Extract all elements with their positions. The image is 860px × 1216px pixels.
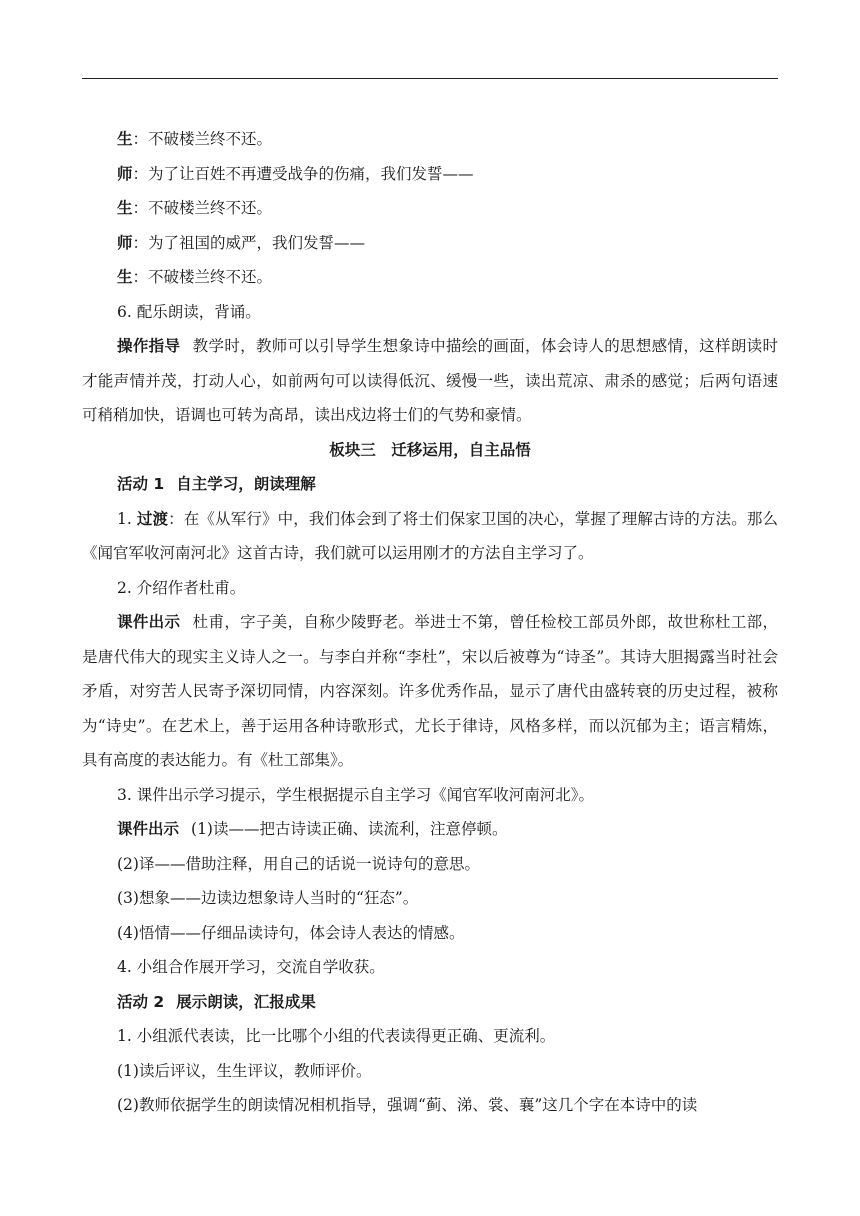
operation-guide	[82, 329, 778, 433]
guide-label: 操作指导	[117, 337, 181, 355]
item-5: 1. 小组派代表读，比一比哪个小组的代表读得更正确、更流利。	[117, 1027, 556, 1045]
dialogue-line: 师：为了祖国的威严，我们发誓——	[117, 233, 366, 252]
sub-item-2: (2)教师依据学生的朗读情况相机指导，强调“蓟、涕、裳、襄”这几个字在本诗中的读	[117, 1096, 698, 1114]
item-2: 2. 介绍作者杜甫。	[117, 578, 246, 597]
tip-line: (4)悟情——仔细品读诗句，体会诗人表达的情感。	[117, 923, 465, 942]
activity-2-heading: 活动 2 展示朗读，汇报成果	[117, 992, 316, 1011]
item-4: 4. 小组合作展开学习，交流自学收获。	[117, 958, 385, 976]
header-rule	[82, 78, 778, 79]
tip-line: (2)译——借助注释，用自己的话说一说诗句的意思。	[117, 854, 480, 873]
dialogue-line: 生：不破楼兰终不还。	[117, 130, 273, 148]
dialogue-line: 生：不破楼兰终不还。	[117, 268, 273, 286]
activity-1-heading: 活动 1 自主学习，朗读理解	[117, 475, 316, 493]
dialogue-line: 生：不破楼兰终不还。	[117, 199, 273, 217]
courseware-author: 课件出示 杜甫，字子美，自称少陵野老。举进士不第，曾任检校工部员外郎，故世称杜工部，是唐代伟大的现实主义诗人之一。与李白并称“李杜”，宋以后被尊为“诗圣”。其诗大胆揭露当时社会矛盾，对穷苦人民寄予深切同情，内容深刻。许多优秀作品，显示了唐代由盛转衰的历史过程，被称为“诗史”。在艺术上，善于运用各种诗歌形式，尤长于律诗，风格多样，而以沉郁为主；语言精炼，具有高度的表达能力。有《杜工部集》。	[82, 613, 778, 769]
item-1: 1. 过渡：在《从军行》中，我们体会到了将士们保家卫国的决心，掌握了理解古诗的方法。那么《闻官军收河南河北》这首古诗，我们就可以运用刚才的方法自主学习了。	[82, 509, 778, 562]
item-3: 3. 课件出示学习提示，学生根据提示自主学习《闻官军收河南河北》。	[117, 785, 594, 804]
tip-line: (3)想象——边读边想象诗人当时的“狂态”。	[117, 889, 419, 907]
dialogue-line: 师：为了让百姓不再遭受战争的伤痛，我们发誓——	[117, 164, 474, 183]
step-6: 6. 配乐朗读，背诵。	[117, 302, 261, 321]
courseware-tips: 课件出示 (1)读——把古诗读正确、读流利，注意停顿。	[117, 820, 508, 838]
page-content	[82, 122, 778, 1123]
section-heading: 板块三 迁移运用，自主品悟	[329, 440, 531, 459]
guide-text: 教学时，教师可以引导学生想象诗中描绘的画面，体会诗人的思想感情，这样朗读时才能声情并茂，打动人心，如前两句可以读得低沉、缓慢一些，读出荒凉、肃杀的感觉；后两句语速可稍稍加快，语调也可转为高昂，读出戍边将士们的气势和豪情。	[82, 337, 778, 424]
sub-item-1: (1)读后评议，生生评议，教师评价。	[117, 1061, 372, 1080]
